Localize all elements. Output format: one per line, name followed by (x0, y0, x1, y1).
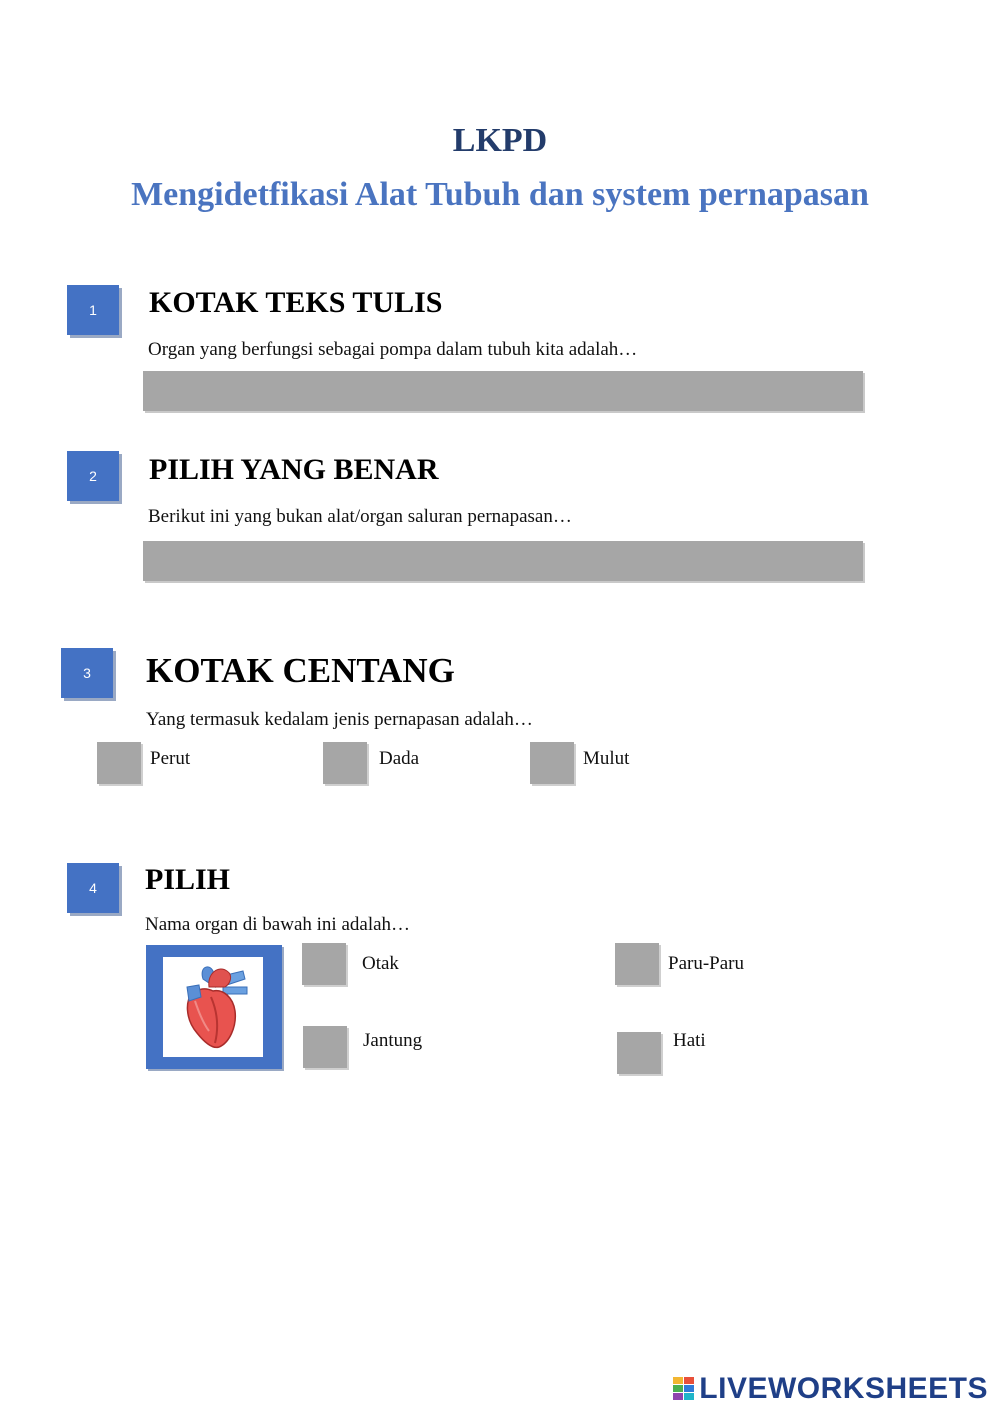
option-label: Perut (150, 748, 191, 769)
checkbox-dada[interactable] (323, 742, 367, 784)
organ-image-frame (146, 945, 282, 1069)
question-text: Nama organ di bawah ini adalah… (145, 914, 411, 935)
section-number-badge: 2 (67, 451, 119, 501)
checkbox-paru-paru[interactable] (615, 943, 659, 985)
option-label: Otak (362, 953, 399, 974)
section-number-badge: 4 (67, 863, 119, 913)
checkbox-perut[interactable] (97, 742, 141, 784)
liveworksheets-brand (673, 1372, 988, 1406)
option-label: Jantung (363, 1030, 423, 1051)
worksheet-subtitle: Mengidetfikasi Alat Tubuh dan system pernapasan (131, 176, 869, 213)
section-number-badge: 3 (61, 648, 113, 698)
section-heading: PILIH YANG BENAR (149, 453, 439, 486)
question-text: Organ yang berfungsi sebagai pompa dalam tubuh kita adalah… (148, 339, 638, 360)
section-heading: PILIH (145, 863, 231, 896)
section-heading: KOTAK TEKS TULIS (149, 286, 443, 319)
question-text: Berikut ini yang bukan alat/organ saluran pernapasan… (148, 506, 572, 527)
heart-image-icon (163, 957, 263, 1057)
section-heading: KOTAK CENTANG (146, 651, 455, 690)
section-number-badge: 1 (67, 285, 119, 335)
checkbox-otak[interactable] (302, 943, 346, 985)
checkbox-mulut[interactable] (530, 742, 574, 784)
option-label: Dada (379, 748, 420, 769)
option-label: Hati (673, 1030, 706, 1051)
checkbox-hati[interactable] (617, 1032, 661, 1074)
option-label: Mulut (583, 748, 630, 769)
brand-text: LIVEWORKSHEETS (699, 1372, 988, 1405)
question-text: Yang termasuk kedalam jenis pernapasan adalah… (146, 709, 533, 730)
checkbox-jantung[interactable] (303, 1026, 347, 1068)
answer-select-dropdown[interactable] (143, 541, 863, 581)
worksheet-title: LKPD (452, 122, 548, 159)
option-label: Paru-Paru (668, 953, 744, 974)
answer-text-input[interactable] (143, 371, 863, 411)
liveworksheets-logo-icon (673, 1377, 695, 1401)
